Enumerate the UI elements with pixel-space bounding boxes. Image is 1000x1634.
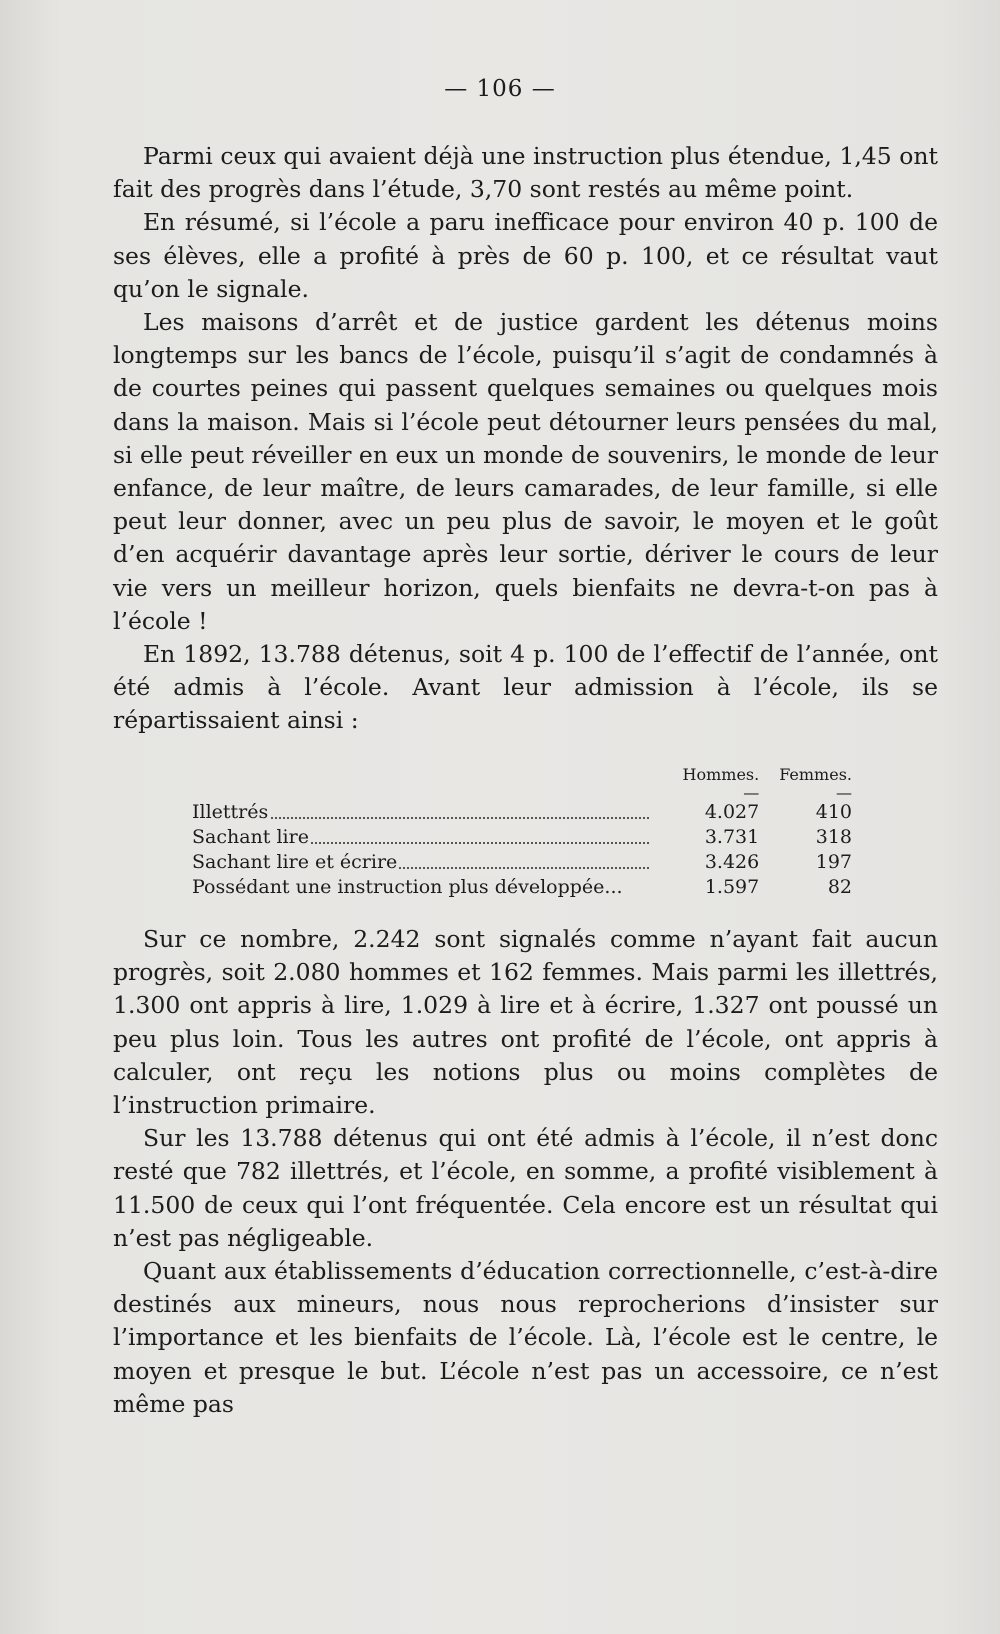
men-count: 3.426 [704,851,760,873]
table-row [192,875,852,900]
header-label-empty [192,764,655,786]
women-count: 410 [815,801,852,823]
table-row [192,850,852,875]
row-label [192,800,655,825]
row-label [192,850,655,875]
men-count: 4.027 [704,801,760,823]
table-row [192,825,852,850]
row-label-text: Illettrés [192,801,269,823]
women-count: 82 [827,876,852,898]
paragraph: Sur ce nombre, 2.242 sont signalés comme n’ayant fait aucun progrès, soit 2.080 hommes et 162 femmes. Mais parmi les illettrés, 1.300 ont appris à lire, 1.029 à lire et à écrire, 1.327 ont poussé un peu plus loin. Tous les autres ont profité de l’école, ont appris à calculer, ont reçu les notions plus ou moins complètes de l’instruction primaire. [113,925,938,1120]
text-block-before-table [113,140,938,738]
dash-women: — [836,783,852,802]
row-label-text: Possédant une instruction plus développée... [192,876,623,898]
men-count: 3.731 [704,826,760,848]
table-row [192,800,852,825]
dash-men: — [743,783,760,802]
women-count: 318 [815,826,852,848]
paragraph: Quant aux établissements d’éducation correctionnelle, c’est-à-dire destinés aux mineurs, nous nous reprocherions d’insister sur l’importance et les bienfaits de l’école. Là, l’école est le centre, le moyen et presque le but. L’école n’est pas un accessoire, ce n’est même pas [113,1257,938,1418]
row-label-text: Sachant lire [192,826,309,848]
statistics-table [192,764,852,900]
row-label [192,825,655,850]
paragraph: En résumé, si l’école a paru inefficace pour environ 40 p. 100 de ses élèves, elle a profité à près de 60 p. 100, et ce résultat vaut qu’on le signale. [113,208,938,303]
dash-spacer [192,786,655,800]
text-block-after-table [113,923,938,1421]
header-women: Femmes. [779,765,852,784]
men-count: 1.597 [704,876,760,898]
page-number: — 106 — [444,76,556,102]
header-dash-row [192,786,852,800]
paragraph: Sur les 13.788 détenus qui ont été admis à l’école, il n’est donc resté que 782 illettrés, et l’école, en somme, a profité visiblement à 11.500 de ceux qui l’ont fréquentée. Cela encore est un résultat qui n’est pas négligeable. [113,1124,938,1252]
header-men: Hommes. [682,765,760,784]
women-count: 197 [815,851,852,873]
row-label-text: Sachant lire et écrire [192,851,398,873]
paragraph: En 1892, 13.788 détenus, soit 4 p. 100 de l’effectif de l’année, ont été admis à l’école. Avant leur admission à l’école, ils se répartissaient ainsi : [113,640,938,735]
paragraph: Parmi ceux qui avaient déjà une instruction plus étendue, 1,45 ont fait des progrès dans l’étude, 3,70 sont restés au même point. [113,142,938,204]
row-label [192,875,655,900]
paragraph: Les maisons d’arrêt et de justice gardent les détenus moins longtemps sur les bancs de l’école, puisqu’il s’agit de condamnés à de courtes peines qui passent quelques semaines ou quelques mois dans la maison. Mais si l’école peut détourner leurs pensées du mal, si elle peut réveiller en eux un monde de souvenirs, le monde de leur enfance, de leur maître, de leurs camarades, de leur famille, si elle peut leur donner, avec un peu plus de savoir, le moyen et le goût d’en acquérir davantage après leur sortie, dériver le cours de leur vie vers un meilleur horizon, quels bienfaits ne devra-t-on pas à l’école ! [113,308,938,635]
